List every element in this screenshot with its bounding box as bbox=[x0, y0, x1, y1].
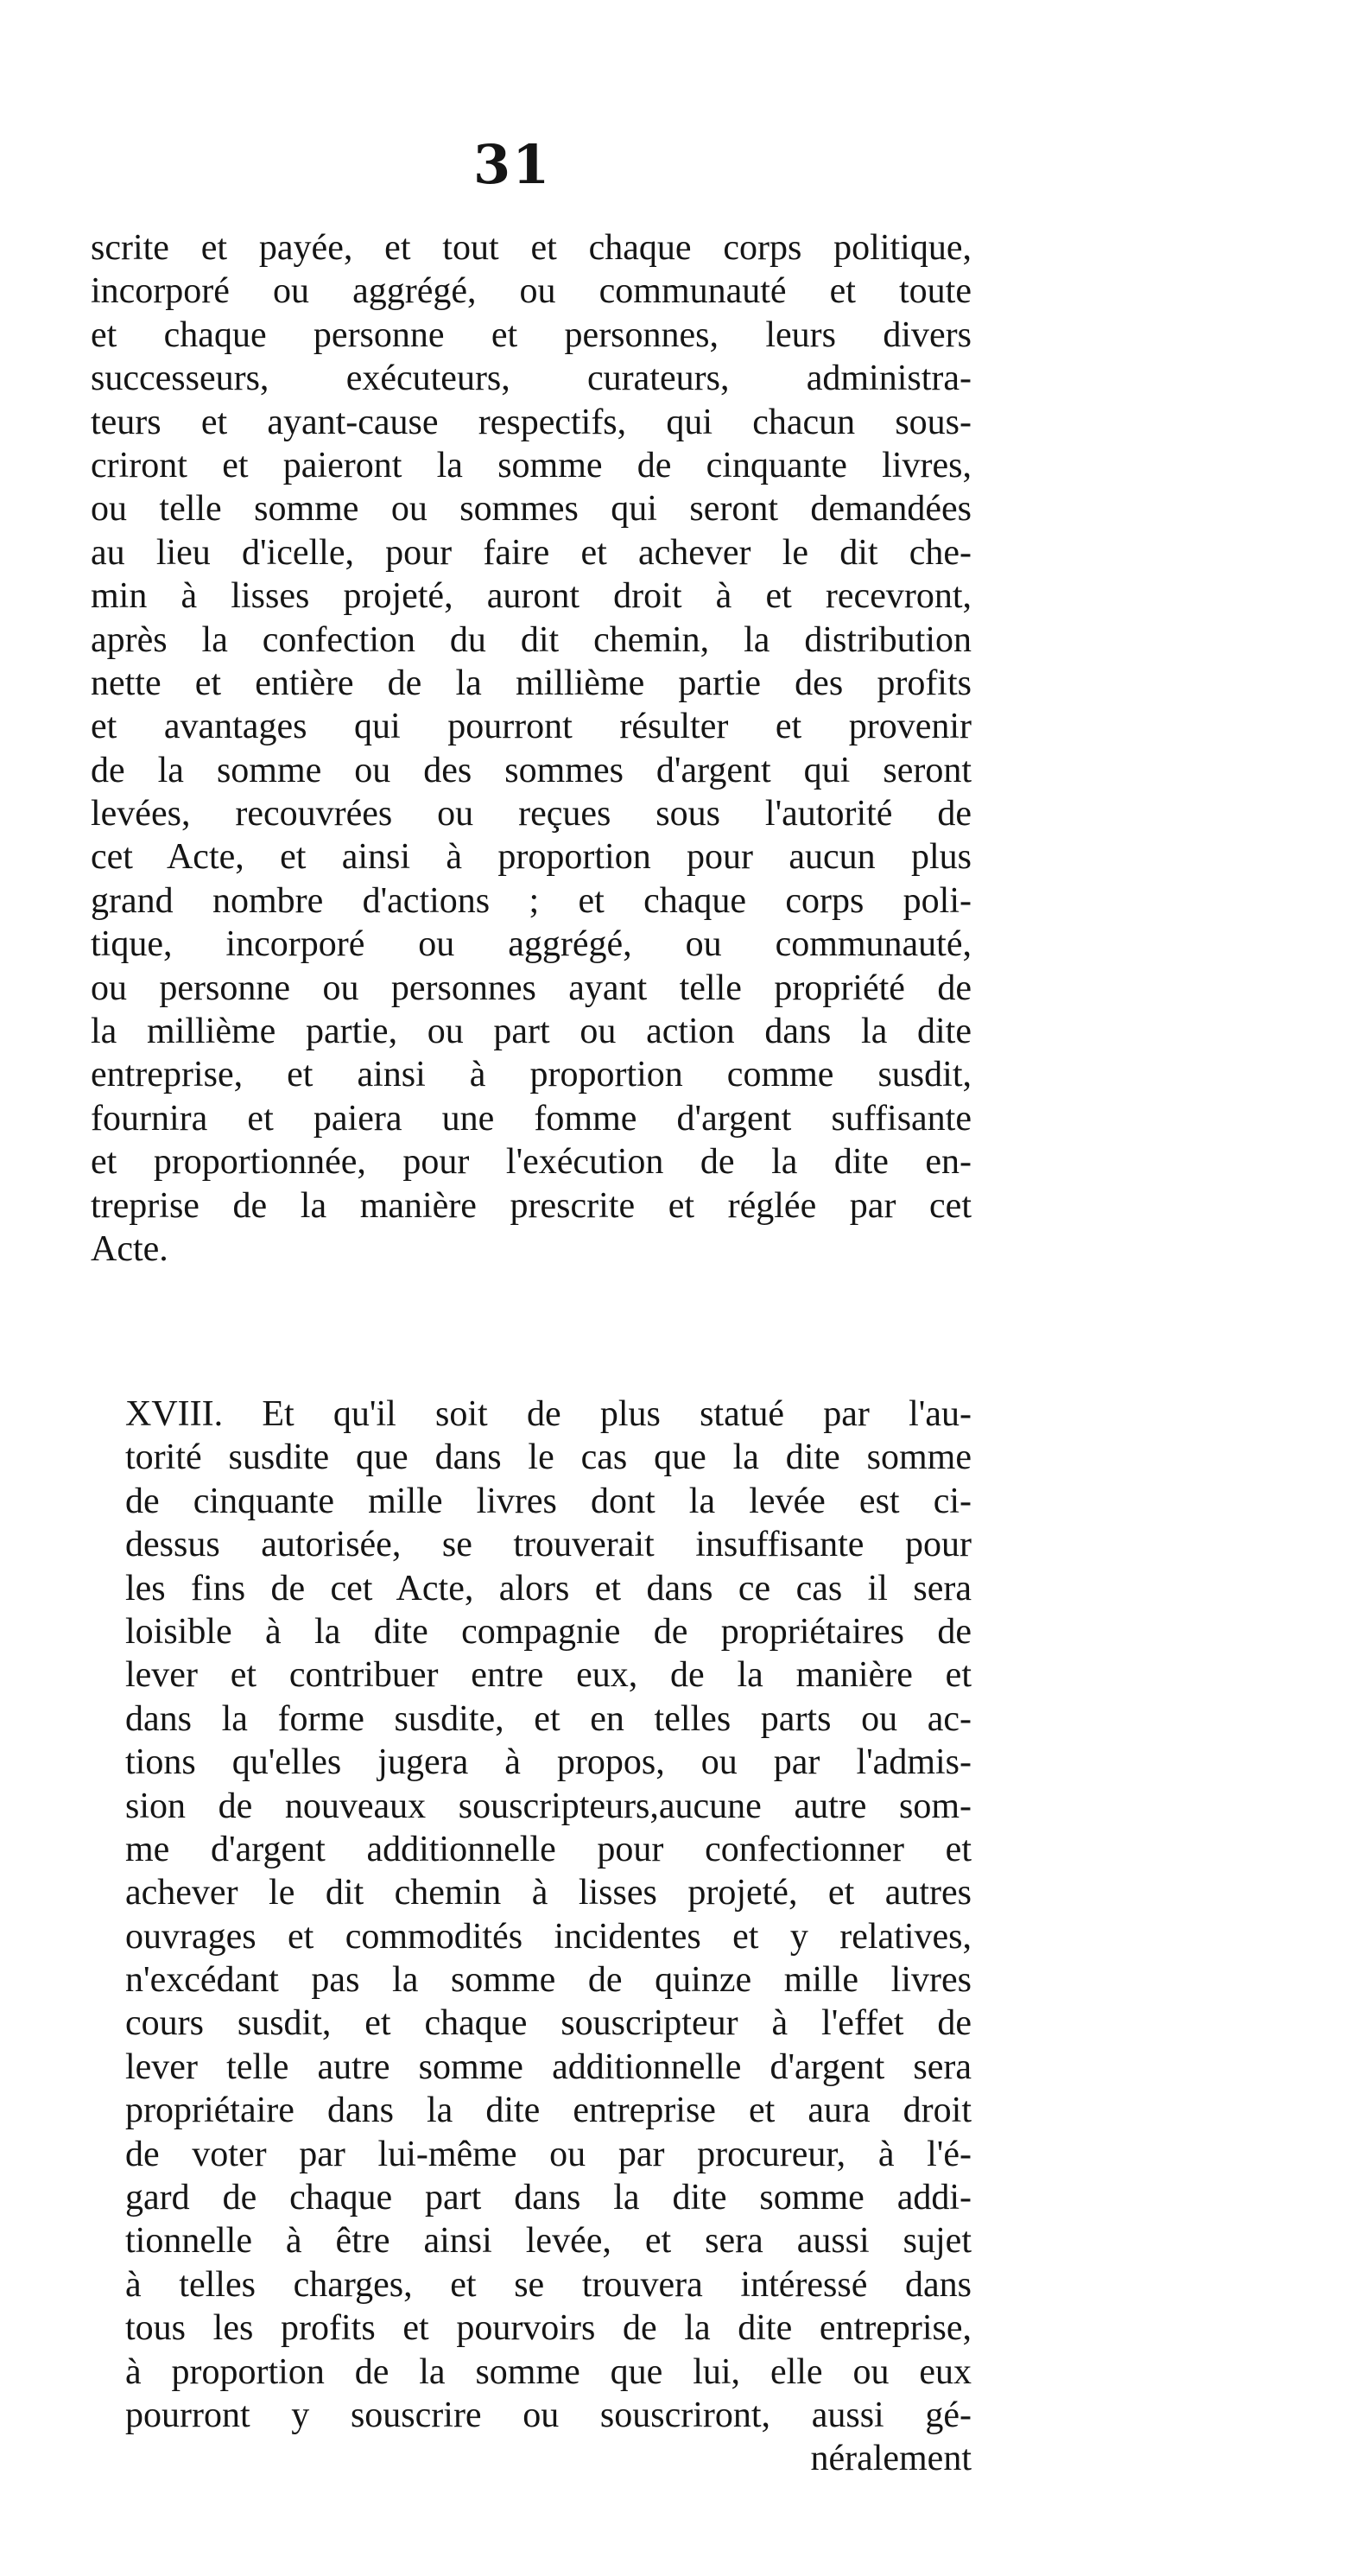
text-line: cet Acte, et ainsi à proportion pour aucun plus bbox=[91, 837, 972, 878]
text-line: les fins de cet Acte, alors et dans ce cas il sera bbox=[125, 1568, 972, 1608]
text-line: propriétaire dans la dite entreprise et aura droit bbox=[125, 2091, 972, 2131]
text-line: me d'argent additionnelle pour confectionner et bbox=[125, 1829, 972, 1869]
catchword: néralement bbox=[810, 2439, 972, 2479]
text-line: et proportionnée, pour l'exécution de la dite en- bbox=[91, 1142, 972, 1183]
text-line: torité susdite que dans le cas que la dite somme bbox=[125, 1437, 972, 1478]
text-line: à proportion de la somme que lui, elle ou eux bbox=[125, 2351, 972, 2392]
text-line: grand nombre d'actions ; et chaque corps poli- bbox=[91, 880, 972, 921]
text-line: achever le dit chemin à lisses projeté, et autres bbox=[125, 1873, 972, 1913]
text-line: ou telle somme ou sommes qui seront demandées bbox=[91, 489, 972, 530]
text-line: fournira et paiera une fomme d'argent suffisante bbox=[91, 1098, 972, 1139]
section-heading-line: XVIII. Et qu'il soit de plus statué par l'au- bbox=[125, 1394, 972, 1434]
text-line: à telles charges, et se trouvera intéressé dans bbox=[125, 2264, 972, 2305]
text-line: levées, recouvrées ou reçues sous l'autorité de bbox=[91, 794, 972, 834]
text-line: successeurs, exécuteurs, curateurs, administra- bbox=[91, 358, 972, 399]
text-line: pourront y souscrire ou souscriront, aussi gé- bbox=[125, 2395, 972, 2435]
text-line: n'excédant pas la somme de quinze mille livres bbox=[125, 1960, 972, 2001]
page-number: 31 bbox=[473, 133, 552, 196]
text-line: tionnelle à être ainsi levée, et sera aussi sujet bbox=[125, 2221, 972, 2262]
text-line: de voter par lui-même ou par procureur, à l'é- bbox=[125, 2134, 972, 2174]
text-line: entreprise, et ainsi à proportion comme susdit, bbox=[91, 1055, 972, 1095]
text-line: teurs et ayant-cause respectifs, qui chacun sous- bbox=[91, 402, 972, 442]
text-line: min à lisses projeté, auront droit à et recevront, bbox=[91, 576, 972, 617]
paragraph-1 bbox=[91, 226, 972, 1271]
text-line: de la somme ou des sommes d'argent qui seront bbox=[91, 750, 972, 790]
text-line: tous les profits et pourvoirs de la dite entreprise, bbox=[125, 2308, 972, 2349]
text-line: après la confection du dit chemin, la distribution bbox=[91, 619, 972, 660]
text-line: criront et paieront la somme de cinquante livres, bbox=[91, 445, 972, 485]
text-line: tions qu'elles jugera à propos, ou par l'admis- bbox=[125, 1742, 972, 1783]
text-line: ouvrages et commodités incidentes et y relatives, bbox=[125, 1916, 972, 1957]
text-line: treprise de la manière prescrite et réglée par cet bbox=[91, 1185, 972, 1226]
text-line: sion de nouveaux souscripteurs,aucune autre som- bbox=[125, 1786, 972, 1826]
text-line: cours susdit, et chaque souscripteur à l'effet de bbox=[125, 2003, 972, 2044]
paragraph-2 bbox=[125, 1393, 972, 2481]
text-line: scrite et payée, et tout et chaque corps politique, bbox=[91, 228, 972, 268]
text-line: lever telle autre somme additionnelle d'argent sera bbox=[125, 2046, 972, 2087]
text-line: de cinquante mille livres dont la levée est ci- bbox=[125, 1481, 972, 1521]
text-line: nette et entière de la millième partie des profits bbox=[91, 663, 972, 703]
text-line: lever et contribuer entre eux, de la manière et bbox=[125, 1655, 972, 1696]
text-line: dessus autorisée, se trouverait insuffisante pour bbox=[125, 1525, 972, 1565]
text-line: ou personne ou personnes ayant telle propriété de bbox=[91, 968, 972, 1008]
text-line: dans la forme susdite, et en telles parts ou ac- bbox=[125, 1698, 972, 1739]
text-line: loisible à la dite compagnie de propriétaires de bbox=[125, 1611, 972, 1652]
text-line: au lieu d'icelle, pour faire et achever le dit che- bbox=[91, 532, 972, 573]
text-line: et chaque personne et personnes, leurs divers bbox=[91, 314, 972, 355]
text-line: Acte. bbox=[91, 1228, 168, 1269]
text-line: gard de chaque part dans la dite somme addi- bbox=[125, 2178, 972, 2218]
text-line: tique, incorporé ou aggrégé, ou communauté, bbox=[91, 924, 972, 965]
text-line: la millième partie, ou part ou action dans la dite bbox=[91, 1012, 972, 1052]
text-line: et avantages qui pourront résulter et provenir bbox=[91, 707, 972, 747]
text-line: incorporé ou aggrégé, ou communauté et toute bbox=[91, 271, 972, 312]
